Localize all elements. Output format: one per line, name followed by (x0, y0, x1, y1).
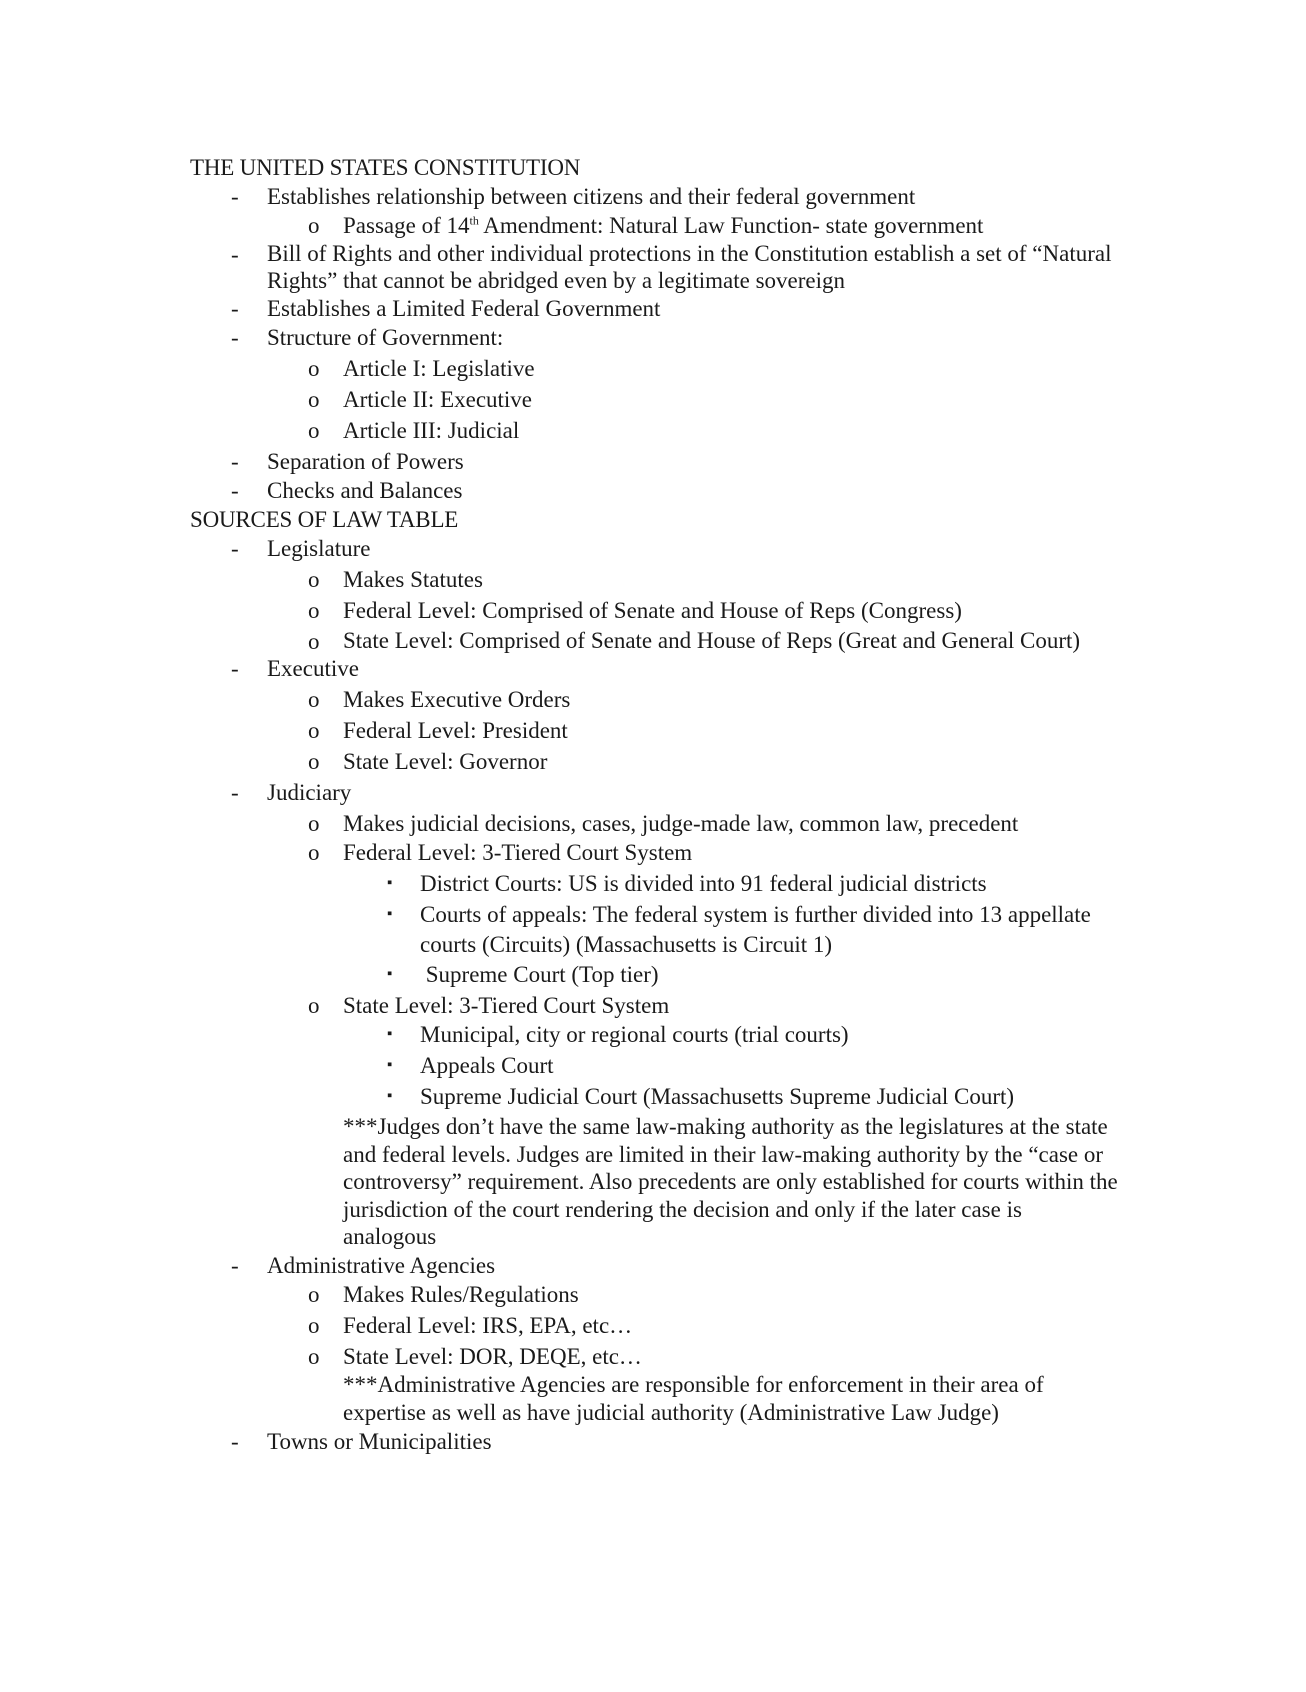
list-item: - Towns or Municipalities (231, 1428, 492, 1454)
dash-bullet: - (231, 325, 239, 350)
dash-bullet: - (231, 780, 239, 805)
list-item: o State Level: DOR, DEQE, etc… (308, 1343, 642, 1369)
list-item: - Checks and Balances (231, 478, 463, 503)
circle-bullet: o (308, 356, 320, 381)
list-item: o Federal Level: IRS, EPA, etc… (308, 1312, 633, 1338)
square-bullet: ▪ (387, 906, 393, 922)
circle-bullet: o (308, 840, 320, 865)
list-item: o Passage of 14th Amendment: Natural Law Function- state government (308, 213, 984, 238)
square-bullet: ▪ (387, 1088, 393, 1104)
circle-bullet: o (308, 993, 320, 1018)
list-item: o Federal Level: 3-Tiered Court System (308, 840, 693, 865)
list-item: ▪ Supreme Court (Top tier) (387, 962, 659, 987)
circle-bullet: o (308, 598, 320, 623)
circle-bullet: o (308, 1312, 320, 1338)
dash-bullet: - (231, 536, 239, 561)
circle-bullet: o (308, 418, 320, 443)
section-heading-sources-of-law: SOURCES OF LAW TABLE (190, 507, 459, 532)
section-heading-constitution: THE UNITED STATES CONSTITUTION (190, 155, 581, 180)
dash-bullet: - (231, 656, 239, 681)
list-item: o Federal Level: President (308, 718, 568, 743)
outline (190, 153, 1120, 1456)
square-bullet: ▪ (387, 1057, 393, 1073)
circle-bullet: o (308, 567, 320, 592)
list-item: ▪ Supreme Judicial Court (Massachusetts Supreme Judicial Court) (387, 1084, 1015, 1109)
list-item: ▪ Appeals Court (387, 1053, 554, 1078)
list-item: o Article II: Executive (308, 387, 533, 412)
list-item: o Makes Executive Orders (308, 687, 571, 712)
list-item: o Article I: Legislative (308, 356, 535, 381)
list-item: o Federal Level: Comprised of Senate and House of Reps (Congress) (308, 598, 962, 623)
square-bullet: ▪ (387, 875, 393, 891)
list-item: o State Level: Comprised of Senate and House of Reps (Great and General Court) (308, 628, 1081, 654)
circle-bullet: o (308, 687, 320, 712)
dash-bullet: - (231, 449, 239, 474)
dash-bullet: - (231, 242, 239, 267)
list-item: o Makes Statutes (308, 567, 483, 592)
list-item: o Makes judicial decisions, cases, judge-made law, common law, precedent (308, 811, 1019, 836)
list-item: ▪ Courts of appeals: The federal system is further divided into 13 appellate courts (Circuits) (Massachusetts is Circuit 1) (387, 902, 1091, 957)
list-item: - Executive (231, 656, 359, 681)
agencies-note: ***Administrative Agencies are responsible for enforcement in their area of expertise as well as have judicial authority (Administrative Law Judge) (343, 1371, 1044, 1425)
dash-bullet: - (231, 1428, 239, 1454)
circle-bullet: o (308, 213, 320, 238)
list-item: - Judiciary (231, 780, 352, 805)
dash-bullet: - (231, 478, 239, 503)
square-bullet: ▪ (387, 1026, 393, 1042)
list-item: - Legislature (231, 536, 371, 561)
list-item: ▪ District Courts: US is divided into 91 federal judicial districts (387, 871, 987, 896)
list-item: o State Level: 3-Tiered Court System (308, 993, 670, 1018)
circle-bullet: o (308, 749, 320, 774)
circle-bullet: o (308, 1343, 320, 1369)
circle-bullet: o (308, 387, 320, 412)
judiciary-note: ***Judges don’t have the same law-making authority as the legislatures at the state and federal levels. Judges are limited in their law-making authority by the “case or controversy” requirement. Also precedents are only established for courts within the jurisdiction of the court rendering the decision and only if the later case is analogous (343, 1114, 1118, 1250)
superscript: th (469, 213, 479, 228)
circle-bullet: o (308, 1281, 320, 1307)
dash-bullet: - (231, 1252, 239, 1278)
list-item: - Administrative Agencies (231, 1252, 496, 1278)
dash-bullet: - (231, 184, 239, 209)
list-item: - Establishes a Limited Federal Government (231, 296, 661, 321)
list-item: o State Level: Governor (308, 749, 548, 774)
list-item: - Structure of Government: (231, 325, 504, 350)
list-item: ▪ Municipal, city or regional courts (trial courts) (387, 1022, 849, 1047)
circle-bullet: o (308, 811, 320, 836)
dash-bullet: - (231, 296, 239, 321)
list-item: o Article III: Judicial (308, 418, 520, 443)
list-item: o Makes Rules/Regulations (308, 1281, 579, 1307)
circle-bullet: o (308, 629, 320, 654)
circle-bullet: o (308, 718, 320, 743)
list-item: - Separation of Powers (231, 449, 464, 474)
list-item: - Bill of Rights and other individual protections in the Constitution establish a set of “Natural Rights” that cannot be abridged even by a legitimate sovereign (231, 241, 1112, 293)
list-item: - Establishes relationship between citizens and their federal government (231, 184, 916, 209)
square-bullet: ▪ (387, 966, 393, 982)
